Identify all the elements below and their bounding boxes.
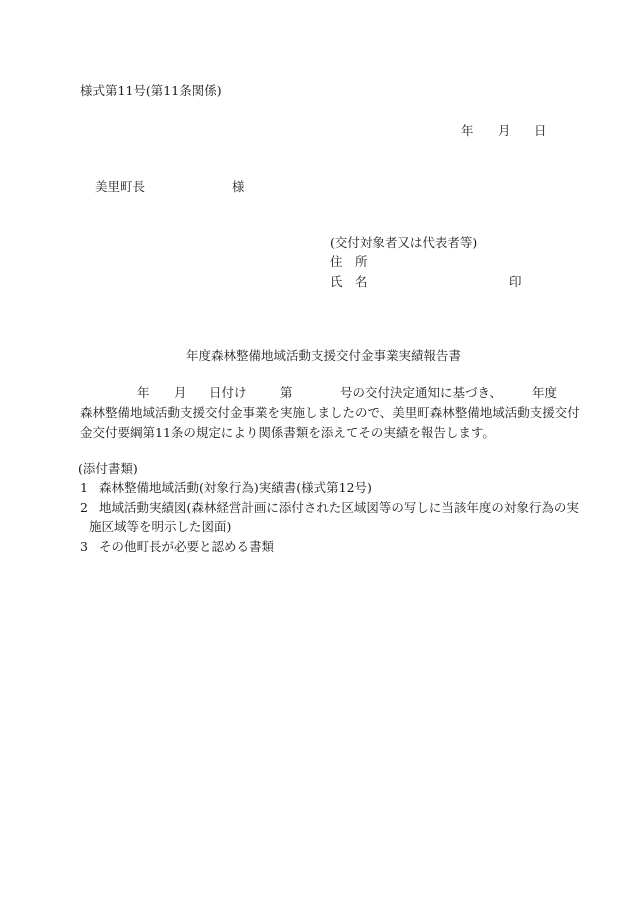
address-label: 住 所 [330,254,368,269]
item-text: その他町長が必要と認める書類 [99,539,275,554]
item-continuation: 施区域等を明示した図面) [89,519,232,534]
date-month-label: 月 [498,123,511,138]
body-dated-label: 日付け [209,385,247,400]
body-fiscal-year-label: 年度 [532,385,558,400]
item-number: 2 [80,500,88,515]
item-text: 地域活動実績図(森林経営計画に添付された区域図等の写しに当該年度の対象行為の実 [99,500,579,515]
form-number: 様式第11号(第11条関係) [80,83,222,98]
name-label: 氏 名 [330,274,368,289]
date-day-label: 日 [534,123,547,138]
body-month-label: 月 [174,385,187,400]
list-item [80,502,579,515]
item-number: 1 [80,480,88,495]
addressee-honorific: 様 [232,179,245,194]
list-item [80,482,372,495]
body-year-label: 年 [137,385,150,400]
applicant-heading: (交付対象者又は代表者等) [330,235,478,250]
addressee-name: 美里町長 [95,179,146,194]
body-notice-text: 号の交付決定通知に基づき、 [340,385,503,400]
item-number: 3 [80,539,88,554]
seal-mark: 印 [509,274,522,289]
body-line-3: 金交付要綱第11条の規定により関係書類を添えてその実績を報告します。 [80,425,495,440]
list-item [80,541,274,554]
attachments-heading: (添付書類) [78,461,138,476]
document-title: 年度森林整備地域活動支援交付金事業実績報告書 [186,348,462,363]
item-text: 森林整備地域活動(対象行為)実績書(様式第12号) [99,480,372,495]
date-year-label: 年 [461,123,474,138]
body-number-prefix: 第 [280,385,293,400]
body-line-2: 森林整備地域活動支援交付金事業を実施しましたので、美里町森林整備地域活動支援交付 [80,405,580,420]
